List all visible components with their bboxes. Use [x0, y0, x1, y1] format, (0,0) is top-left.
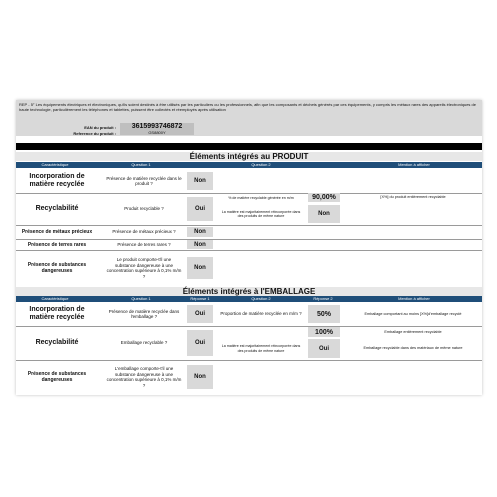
row-answer-2b: Oui	[308, 339, 340, 358]
row-answer-1: Oui	[187, 197, 213, 221]
header-caracteristique: Caractéristique	[41, 162, 69, 167]
row-question-2b: La matière est majoritairement réincorporée dans des produits de même nature	[221, 344, 301, 353]
row-question-1: Présence de terres rares ?	[117, 241, 171, 247]
row-answer-1: Oui	[187, 305, 213, 323]
header-question-1: Question 1	[131, 162, 151, 167]
row-answer-2b: Non	[308, 205, 340, 223]
row-question-2b: La matière est majoritairement réincorporée dans des produits de même nature	[221, 209, 301, 218]
row-answer-1: Non	[187, 227, 213, 237]
row-answer-1: Oui	[187, 330, 213, 356]
row-answer-2: 90,00%	[308, 193, 340, 202]
row-char: Présence de terres rares	[27, 241, 87, 248]
ean-label: EAN du produit :	[84, 125, 116, 130]
row-question-1: L'emballage comporte-t'il une substance dangereuse à une concentration supérieure à 0,1% m/m ?	[106, 366, 182, 388]
table-header-emballage	[16, 296, 482, 302]
row-char: Présence de substances dangereuses	[27, 262, 87, 274]
ref-label: Reference du produit :	[73, 131, 116, 136]
header-reponse-1: Réponse 1	[190, 296, 210, 301]
header-question-2: Question 2	[251, 162, 271, 167]
row-mention-b: Emballage recyclable dans des matériaux de même nature	[363, 346, 463, 351]
header-question-1: Question 1	[131, 296, 151, 301]
row-answer-1: Non	[187, 257, 213, 279]
header-question-2: Question 2	[251, 296, 271, 301]
row-question-1: Produit recyclable ?	[124, 206, 164, 212]
header-mention: Mention à afficher	[398, 296, 430, 301]
row-mention: Emballage entièrement recyclable	[384, 329, 442, 334]
row-mention: [X%] du produit entièrement recyclable	[380, 195, 446, 200]
ean-value: 3615993746872	[120, 123, 194, 130]
header-reponse-1	[186, 162, 214, 168]
table-header-produit	[16, 162, 482, 168]
row-char: Présence de métaux précieux	[21, 229, 93, 235]
row-question-1: Emballage recyclable ?	[120, 340, 168, 346]
row-answer-2: 100%	[308, 327, 340, 337]
header-reponse-2	[306, 162, 340, 168]
row-char: Présence de substances dangereuses	[27, 371, 87, 383]
row-answer-1: Non	[187, 172, 213, 190]
header-reponse-2: Réponse 2	[313, 296, 333, 301]
row-question-1: Le produit comporte-t'il une substance dangereuse à une concentration supérieure à 0,1% m/m ?	[106, 257, 182, 279]
document-sheet	[16, 100, 482, 395]
ref-value: GS8800Y	[120, 130, 194, 135]
intro-block	[16, 100, 482, 136]
row-answer-2: 50%	[308, 305, 340, 323]
divider-bar	[16, 143, 482, 150]
header-mention: Mention à afficher	[398, 162, 430, 167]
row-mention: Emballage comportant au moins [X%]d'emballage recyclé	[364, 311, 462, 316]
row-char: Incorporation de matière recyclée	[29, 306, 85, 321]
intro-text: REP - 5° Les équipements électriques et électroniques, qu'ils soient destinés à être utilisés par les particuliers ou les professionnels, afin que les composants et déchets générés par ces équipements, y compris les métaux rares des appareils électroniques de haute technologie, particulièrement les téléphones et tablettes, puissent être collectés et réemployés après utilisation	[19, 102, 476, 112]
row-question-1: Présence de matière recyclée dans le produit ?	[106, 175, 182, 186]
header-caracteristique: Caractéristique	[41, 296, 69, 301]
row-char: Recyclabilité	[35, 205, 79, 212]
row-char: Recyclabilité	[35, 339, 79, 346]
row-question-2: % de matière recyclable générée en m/m	[228, 195, 294, 200]
section-title-produit: Éléments intégrés au PRODUIT	[16, 152, 482, 161]
row-question-1: Présence de matière recyclée dans l'emballage ?	[108, 308, 180, 319]
row-answer-1: Non	[187, 240, 213, 249]
row-char: Incorporation de matière recyclée	[29, 173, 85, 188]
section-title-emballage: Éléments intégrés à l'EMBALLAGE	[16, 287, 482, 296]
row-question-1: Présence de métaux précieux ?	[112, 229, 176, 235]
row-question-2: Proportion de matière recyclée en m/m ?	[220, 311, 302, 317]
row-answer-1: Non	[187, 365, 213, 389]
